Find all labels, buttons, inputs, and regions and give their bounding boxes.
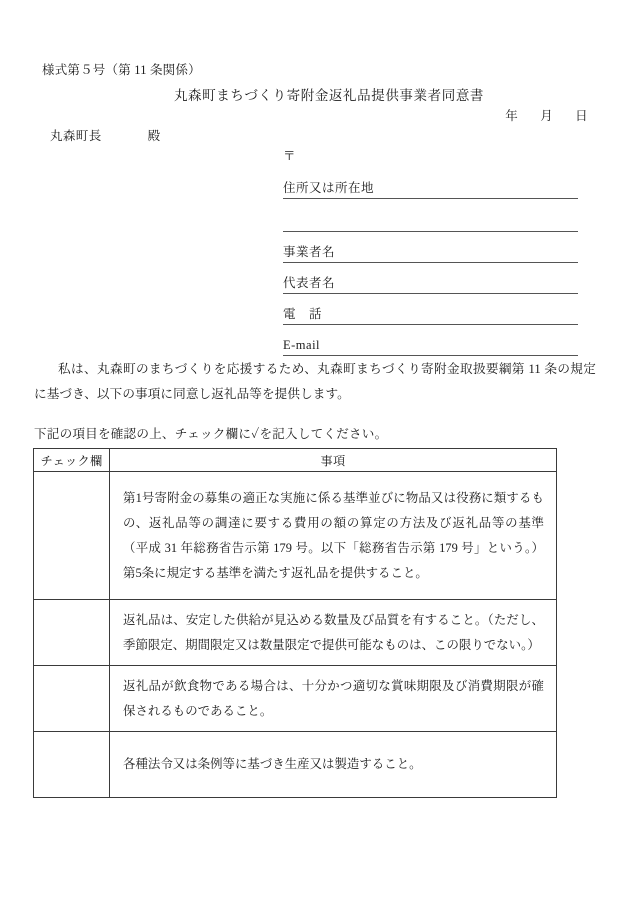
postal-code-symbol: 〒 (283, 149, 296, 163)
item-text-1: 第1号寄附金の募集の適正な実施に係る基準並びに物品又は役務に類するもの、返礼品等の調達に要する費用の額の算定の方法及び返礼品等の基準（平成 31 年総務省告示第 179 号。以下「総務省告示第 179 号」という。）第5条に規定する基準を満たす返礼品を提供すること。 (110, 472, 557, 600)
applicant-fields (283, 146, 578, 356)
field-telephone[interactable] (283, 294, 578, 325)
form-number: 様式第５号（第 11 条関係） (42, 63, 201, 77)
date-year-label: 年 (505, 109, 519, 123)
field-address[interactable] (283, 168, 578, 199)
table-row (34, 472, 557, 600)
table-row (34, 732, 557, 798)
table-row (34, 600, 557, 666)
item-text-2: 返礼品は、安定した供給が見込める数量及び品質を有すること。（ただし、季節限定、期間限定又は数量限定で提供可能なものは、この限りでない。） (110, 600, 557, 666)
field-representative-name[interactable] (283, 263, 578, 294)
field-address-line2[interactable] (283, 199, 578, 232)
field-business-name[interactable] (283, 232, 578, 263)
checkbox-cell-1[interactable] (34, 472, 110, 600)
table-row (34, 666, 557, 732)
body-paragraph: 私は、丸森町のまちづくりを応援するため、丸森町まちづくり寄附金取扱要綱第 11 条の規定に基づき、以下の事項に同意し返礼品等を提供します。 (34, 362, 596, 401)
date-line (505, 106, 588, 124)
field-email[interactable] (283, 325, 578, 356)
checkbox-cell-3[interactable] (34, 666, 110, 732)
agreement-items-table (33, 448, 557, 798)
field-address-label: 住所又は所在地 (283, 181, 375, 195)
item-text-3: 返礼品が飲食物である場合は、十分かつ適切な賞味期限及び消費期限が確保されるものであること。 (110, 666, 557, 732)
addressee-honorific: 殿 (147, 129, 161, 143)
field-email-label: E-mail (283, 338, 321, 352)
addressee (50, 126, 161, 144)
checkbox-cell-2[interactable] (34, 600, 110, 666)
field-representative-name-label: 代表者名 (283, 276, 336, 290)
document-title: 丸森町まちづくり寄附金返礼品提供事業者同意書 (173, 88, 485, 103)
date-month-label: 月 (540, 109, 554, 123)
table-header-check: チェック欄 (34, 449, 110, 472)
field-business-name-label: 事業者名 (283, 245, 336, 259)
checkbox-cell-4[interactable] (34, 732, 110, 798)
addressee-name: 丸森町長 (50, 129, 102, 143)
field-telephone-label: 電 話 (283, 307, 323, 321)
checklist-instruction: 下記の項目を確認の上、チェック欄に✓を記入してください。 (34, 427, 388, 441)
item-text-4: 各種法令又は条例等に基づき生産又は製造すること。 (110, 732, 557, 798)
date-day-label: 日 (575, 109, 588, 123)
table-header-row (34, 449, 557, 472)
table-header-item: 事項 (110, 449, 557, 472)
